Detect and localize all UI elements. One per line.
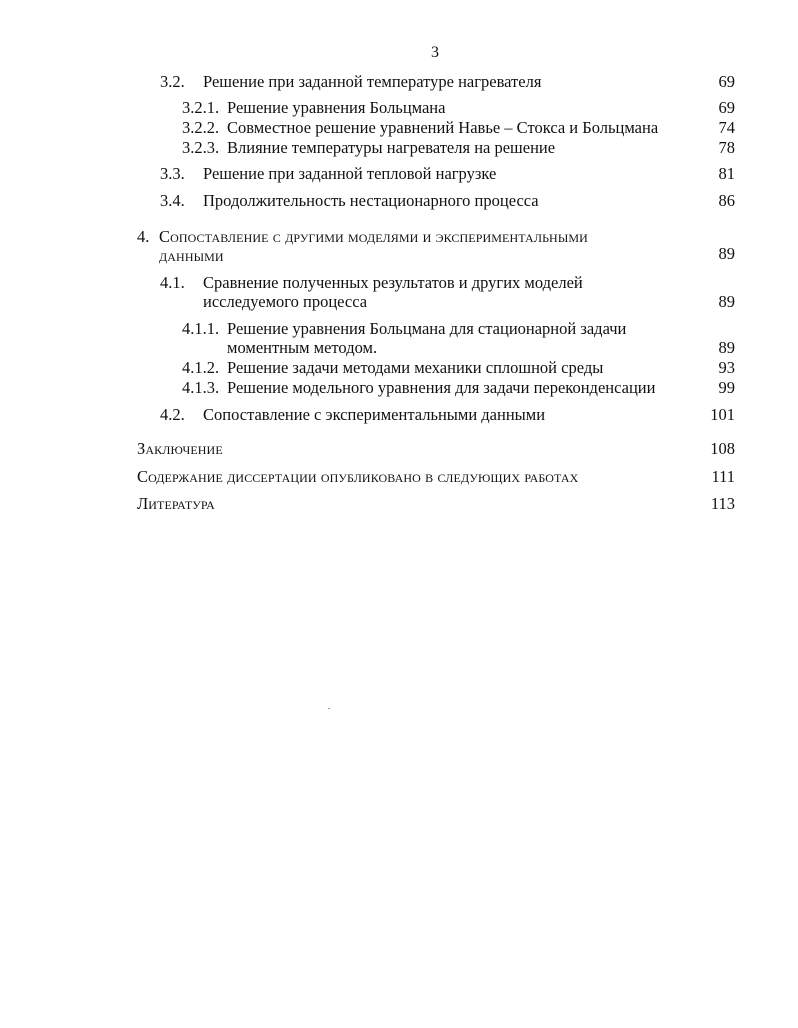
toc-page-3-3: 81 (718, 164, 735, 183)
entry-title: Совместное решение уравнений Навье – Стокса и Больцмана (227, 118, 659, 137)
entry-number: 4.1.3. (182, 378, 220, 397)
toc-entry-4-1-1-line-2: моментным методом. (227, 338, 378, 357)
page-number: 3 (431, 44, 439, 61)
entry-title: Решение модельного уравнения для задачи переконденсации (227, 378, 656, 397)
entry-title-line-1: Сопоставление с другими моделями и экспериментальными (159, 227, 588, 246)
entry-title-line-1: Сравнение полученных результатов и других моделей (203, 273, 583, 292)
toc-entry-3-2-3 (182, 138, 555, 158)
toc-entry-literature: Литература (137, 494, 215, 513)
toc-entry-3-2 (160, 72, 541, 92)
toc-page-4-1-2: 93 (718, 358, 735, 377)
toc-page-3-4: 86 (718, 191, 735, 210)
toc-page-4-1-1: 89 (718, 338, 735, 357)
toc-entry-3-4 (160, 191, 539, 211)
toc-page-3-2-3: 78 (718, 138, 735, 157)
entry-title: Влияние температуры нагревателя на решение (227, 138, 556, 157)
toc-entry-3-2-2 (182, 118, 658, 138)
toc-page-3-2-2: 74 (718, 118, 735, 137)
toc-entry-chapter-4 (137, 227, 588, 247)
toc-entry-conclusion: Заключение (137, 439, 223, 458)
toc-entry-4-1-2 (182, 358, 603, 378)
toc-entry-3-2-1 (182, 98, 445, 118)
entry-title: Продолжительность нестационарного процесса (203, 191, 539, 210)
entry-number: 3.4. (160, 191, 185, 210)
entry-number: 3.2.1. (182, 98, 220, 117)
entry-title: Решение уравнения Больцмана (227, 98, 446, 117)
entry-number: 3.3. (160, 164, 185, 183)
toc-entry-publications: Содержание диссертации опубликовано в следующих работах (137, 467, 579, 486)
toc-entry-4-2 (160, 405, 545, 425)
toc-entry-4-1 (160, 273, 583, 293)
toc-entry-4-1-3 (182, 378, 655, 398)
toc-page-4-1-3: 99 (718, 378, 735, 397)
entry-title: Решение задачи методами механики сплошной среды (227, 358, 604, 377)
entry-number: 3.2.2. (182, 118, 220, 137)
toc-page-chapter-4: 89 (718, 244, 735, 263)
toc-page-conclusion: 108 (710, 439, 735, 458)
entry-number: 4.1.2. (182, 358, 220, 377)
entry-title-line-1: Решение уравнения Больцмана для стационарной задачи (227, 319, 627, 338)
toc-page-4-1: 89 (718, 292, 735, 311)
toc-entry-4-1-1 (182, 319, 626, 339)
entry-title: Решение при заданной тепловой нагрузке (203, 164, 497, 183)
entry-number: 3.2. (160, 72, 185, 91)
entry-number: 4.1.1. (182, 319, 220, 338)
entry-title: Сопоставление с экспериментальными данными (203, 405, 546, 424)
entry-number: 4.1. (160, 273, 185, 292)
toc-entry-3-3 (160, 164, 496, 184)
entry-number: 3.2.3. (182, 138, 220, 157)
toc-page-publications: 111 (711, 467, 735, 486)
toc-page-3-2-1: 69 (718, 98, 735, 117)
scan-speck (328, 708, 330, 709)
toc-page-literature: 113 (710, 494, 735, 513)
toc-entry-chapter-4-line-2: данными (159, 246, 224, 265)
entry-number: 4. (137, 227, 150, 246)
toc-entry-4-1-line-2: исследуемого процесса (203, 292, 368, 311)
entry-number: 4.2. (160, 405, 185, 424)
entry-title: Решение при заданной температуре нагревателя (203, 72, 542, 91)
toc-page-3-2: 69 (718, 72, 735, 91)
toc-page-4-2: 101 (710, 405, 735, 424)
